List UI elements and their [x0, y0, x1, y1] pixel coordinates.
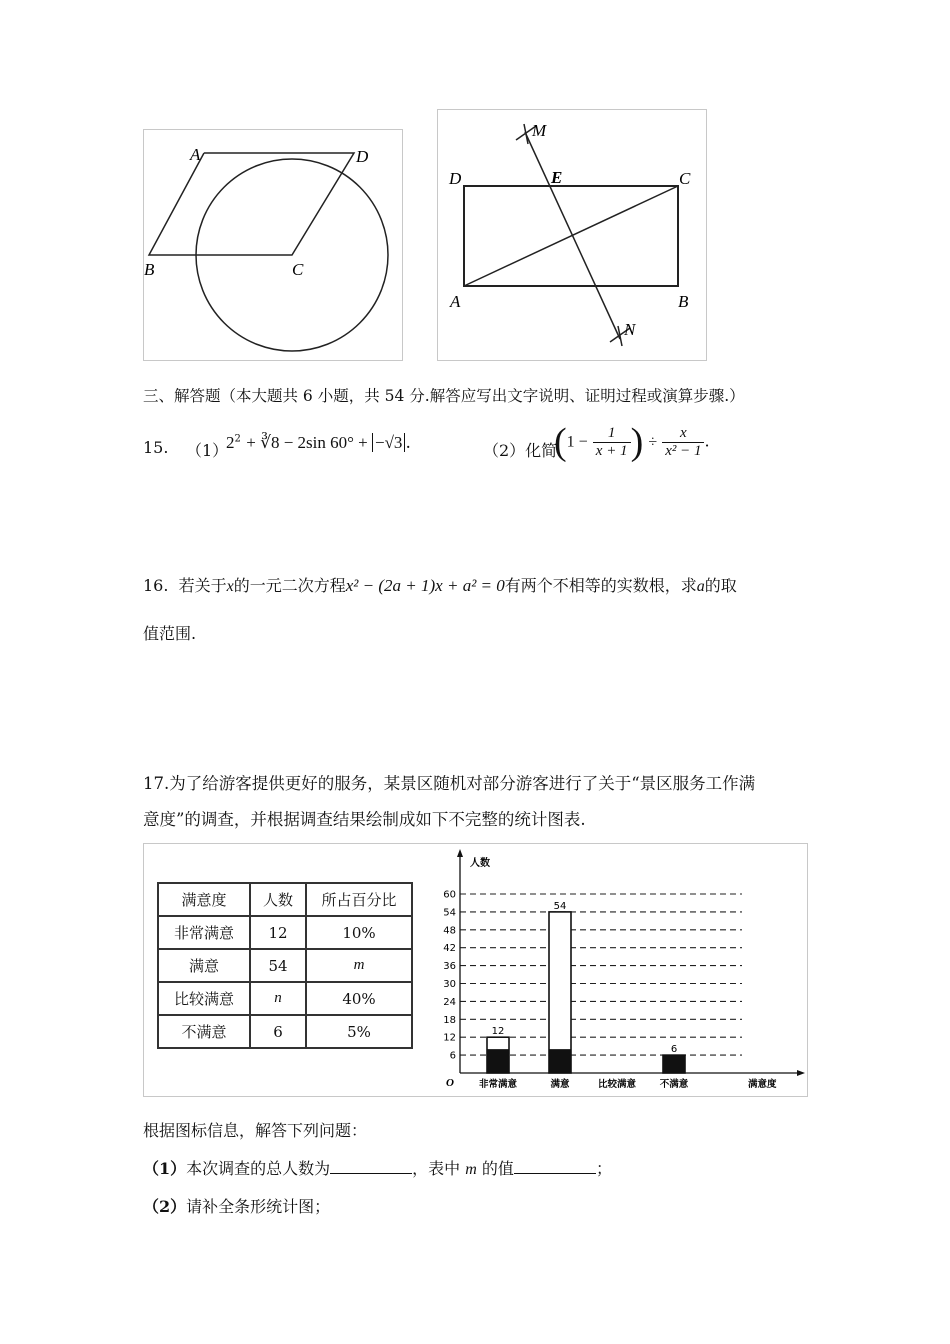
label-M: M: [532, 121, 547, 140]
bar-fill: [663, 1055, 685, 1073]
label-B: B: [144, 260, 155, 279]
x-tick-label: 非常满意: [478, 1079, 518, 1090]
q16-line1: [143, 573, 737, 596]
bar-fill: [487, 1049, 509, 1073]
sub1-var-m: m: [465, 1161, 477, 1178]
expr-middle: + ∛8 − 2sin 60° +: [246, 433, 373, 452]
x-axis-arrow: [797, 1070, 805, 1076]
y-axis-label: 人数: [470, 858, 490, 869]
y-tick-label: 30: [443, 979, 456, 990]
y-tick-label: 12: [443, 1032, 456, 1044]
bar-data-label: 54: [553, 900, 567, 912]
sub2-text: 请补全条形统计图；: [186, 1197, 331, 1216]
fraction-1: [593, 425, 631, 460]
y-tick-label: 60: [443, 889, 456, 901]
table-row: [158, 1015, 412, 1048]
q17-instruction: 根据图标信息，解答下列问题：: [143, 1121, 368, 1140]
q16-text-a: 若关于: [178, 576, 227, 595]
expr-one: 1 −: [566, 433, 588, 451]
sub1-text-b: ，表中: [412, 1159, 461, 1178]
table-cell: 比较满意: [158, 982, 250, 1015]
fraction-1-den: x + 1: [595, 442, 628, 459]
x-tick-label: 不满意: [659, 1079, 689, 1090]
q16-text-c: 有两个不相等的实数根，求: [504, 576, 697, 595]
expr-base: 2: [226, 433, 235, 452]
bar-fill: [549, 1049, 571, 1073]
fraction-2: [662, 425, 704, 460]
y-tick-label: 24: [443, 996, 456, 1008]
q17-sub2: [143, 1194, 330, 1217]
table-header: 所占百分比: [306, 883, 412, 916]
x-tick-label: 比较满意: [597, 1079, 637, 1090]
q16-line2: 值范围.: [143, 624, 197, 643]
satisfaction-table: [157, 882, 413, 1049]
bar-data-label: 6: [670, 1044, 678, 1056]
label-B: B: [678, 292, 689, 311]
figure-rectangle: [437, 109, 707, 361]
sub1-label: （1）: [143, 1159, 187, 1178]
y-tick-label: 6: [449, 1050, 456, 1062]
label-C: C: [679, 169, 691, 188]
table-cell: 10%: [306, 916, 412, 949]
answer-blank-total[interactable]: [330, 1159, 412, 1174]
table-cell: 6: [250, 1015, 306, 1048]
bar-data-label: 12: [491, 1026, 505, 1038]
q16-text-b: 的一元二次方程: [233, 576, 346, 595]
table-cell: m: [306, 949, 412, 982]
expr2-end: .: [704, 431, 710, 451]
y-tick-label: 48: [443, 925, 456, 937]
q17-line1: 17.为了给游客提供更好的服务，某景区随机对部分游客进行了关于“景区服务工作满: [143, 774, 756, 793]
satisfaction-bar-chart: [430, 846, 805, 1094]
q17-line2: 意度”的调查，并根据调查结果绘制成如下不完整的统计图表.: [143, 810, 586, 829]
sub1-text-c: 的值: [481, 1159, 514, 1178]
y-tick-label: 54: [443, 907, 456, 919]
table-row: [158, 916, 412, 949]
sub2-label: （2）: [143, 1197, 187, 1216]
answer-blank-m[interactable]: [514, 1159, 596, 1174]
q15-part2-label: （2）化简: [483, 441, 558, 460]
table-header: 人数: [250, 883, 306, 916]
rectangle-svg: [438, 110, 706, 360]
y-tick-label: 42: [443, 943, 456, 955]
label-C: C: [292, 260, 304, 279]
table-cell: 40%: [306, 982, 412, 1015]
table-cell: 54: [250, 949, 306, 982]
q15-part1-expression: [226, 433, 411, 453]
table-cell: 不满意: [158, 1015, 250, 1048]
q15-part1-label: （1）: [186, 441, 229, 460]
table-cell: n: [250, 982, 306, 1015]
label-E: E: [551, 168, 563, 187]
section3-heading: 三、解答题（本大题共 6 小题，共 54 分.解答应写出文字说明、证明过程或演算步骤.）: [143, 387, 745, 405]
table-cell: 满意: [158, 949, 250, 982]
y-tick-label: 36: [443, 961, 456, 973]
table-cell: 5%: [306, 1015, 412, 1048]
sub1-text-d: ；: [595, 1159, 612, 1178]
expr-abs: −√3: [372, 433, 405, 452]
diagonal-ac: [464, 186, 678, 286]
q17-sub1: [143, 1156, 612, 1179]
figure-parallelogram: [143, 129, 403, 361]
q16-text-d: 的取: [704, 576, 737, 595]
x-axis-label: 满意度: [748, 1079, 777, 1090]
sub1-text-a: 本次调查的总人数为: [186, 1159, 331, 1178]
line-mn: [525, 132, 620, 339]
expr-exponent: 2: [234, 433, 241, 445]
fraction-1-num: 1: [593, 425, 631, 443]
fraction-2-den: x² − 1: [665, 442, 702, 459]
table-cell: 12: [250, 916, 306, 949]
table-header-row: [158, 883, 412, 916]
q16-var-x: x: [226, 578, 234, 595]
table-row: [158, 982, 412, 1015]
label-A: A: [190, 145, 201, 164]
q16-var-a: a: [696, 578, 705, 595]
y-axis-arrow: [457, 849, 463, 857]
divide-sign: ÷: [648, 433, 658, 451]
expr-end: .: [405, 433, 411, 453]
chart-bars: [487, 912, 685, 1073]
table-header: 满意度: [158, 883, 250, 916]
origin-label: O: [446, 1077, 454, 1089]
table-row: [158, 949, 412, 982]
q15-number: 15.: [143, 438, 169, 457]
label-N: N: [624, 320, 636, 339]
y-tick-label: 18: [443, 1014, 456, 1026]
q15-part2-expression: (1 − $\frac{1}{x + 1}$ ) ÷ $\frac{x}{\text{x² − 1}}$ .: [554, 421, 710, 463]
fraction-2-num: x: [662, 425, 704, 443]
label-A: A: [450, 292, 461, 311]
bar: [549, 912, 571, 1073]
q16-number: 16.: [143, 576, 169, 595]
table-cell: 非常满意: [158, 916, 250, 949]
label-D: D: [449, 169, 462, 188]
q16-equation: x² − (2a + 1)x + a² = 0: [345, 576, 505, 595]
x-tick-label: 满意: [550, 1079, 570, 1090]
label-D: D: [356, 147, 369, 166]
parallelogram-svg: [144, 130, 402, 360]
